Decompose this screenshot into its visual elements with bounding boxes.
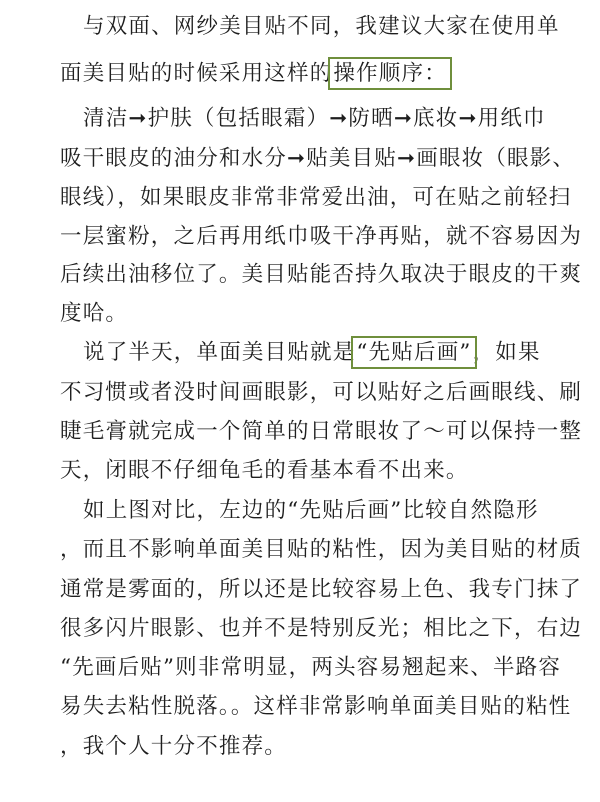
paragraph-3-line-1: [83, 338, 541, 368]
paragraph-3-line-3: [60, 417, 582, 447]
text-span: 与双面、网纱美目贴不同，我建议大家在使用单: [83, 14, 560, 39]
paragraph-1-line-1: [83, 12, 560, 42]
paragraph-4-line-2: [60, 535, 582, 565]
paragraph-4-line-1: [83, 496, 539, 526]
paragraph-4-line-7: [60, 732, 287, 762]
paragraph-2-line-6: [60, 299, 128, 329]
paragraph-3-line-4: [60, 456, 469, 486]
text-span: 易失去粘性脱落。。这样非常影响单面美目贴的粘性: [60, 694, 572, 719]
text-span: ，而且不影响单面美目贴的粘性，因为美目贴的材质: [60, 537, 583, 562]
text-span: 吸干眼皮的油分和水分➞贴美目贴➞画眼妆（眼影、: [60, 146, 576, 171]
paragraph-4-line-5: [60, 653, 561, 683]
paragraph-2-line-5: [60, 260, 582, 290]
paragraph-2-line-2: [60, 144, 575, 174]
text-span: 睫毛膏就完成一个简单的日常眼妆了～可以保持一整: [60, 419, 583, 444]
text-span: 不习惯或者没时间画眼影，可以贴好之后画眼线、刷: [60, 380, 583, 405]
highlight-stick-then-draw: “先贴后画”: [356, 340, 472, 365]
paragraph-4-line-3: [60, 575, 582, 605]
text-span: 一层蜜粉，之后再用纸巾吸干净再贴，就不容易因为: [60, 224, 583, 249]
paragraph-2-line-1: [83, 104, 546, 134]
paragraph-4-line-6: [60, 692, 571, 722]
text-span: ，如果: [472, 340, 541, 365]
paragraph-2-line-4: [60, 222, 582, 252]
paragraph-1-line-2: [60, 59, 448, 89]
text-span: 后续出油移位了。美目贴能否持久取决于眼皮的干爽: [60, 262, 583, 287]
text-span: 眼线），如果眼皮非常非常爱出油，可在贴之前轻扫: [60, 185, 572, 210]
text-span: 天，闭眼不仔细龟毛的看基本看不出来。: [60, 458, 469, 483]
paragraph-4-line-4: [60, 614, 582, 644]
text-span: 面美目贴的时候采用这样的: [60, 61, 333, 86]
text-span: “先画后贴”则非常明显，两头容易翘起来、半路容: [60, 655, 562, 680]
paragraph-3-line-2: [60, 378, 582, 408]
highlight-operation-order: 操作顺序：: [333, 61, 447, 86]
text-span: 通常是雾面的，所以还是比较容易上色、我专门抹了: [60, 577, 583, 602]
text-span: 度哈。: [60, 301, 129, 326]
paragraph-2-line-3: [60, 183, 571, 213]
text-span: 清洁➞护肤（包括眼霜）➞防晒➞底妆➞用纸巾: [83, 106, 546, 131]
text-span: 很多闪片眼影、也并不是特别反光；相比之下，右边: [60, 616, 583, 641]
text-span: 如上图对比，左边的“先贴后画”比较自然隐形: [83, 498, 539, 523]
text-span: 说了半天，单面美目贴就是: [83, 340, 356, 365]
text-span: ，我个人十分不推荐。: [60, 734, 288, 759]
